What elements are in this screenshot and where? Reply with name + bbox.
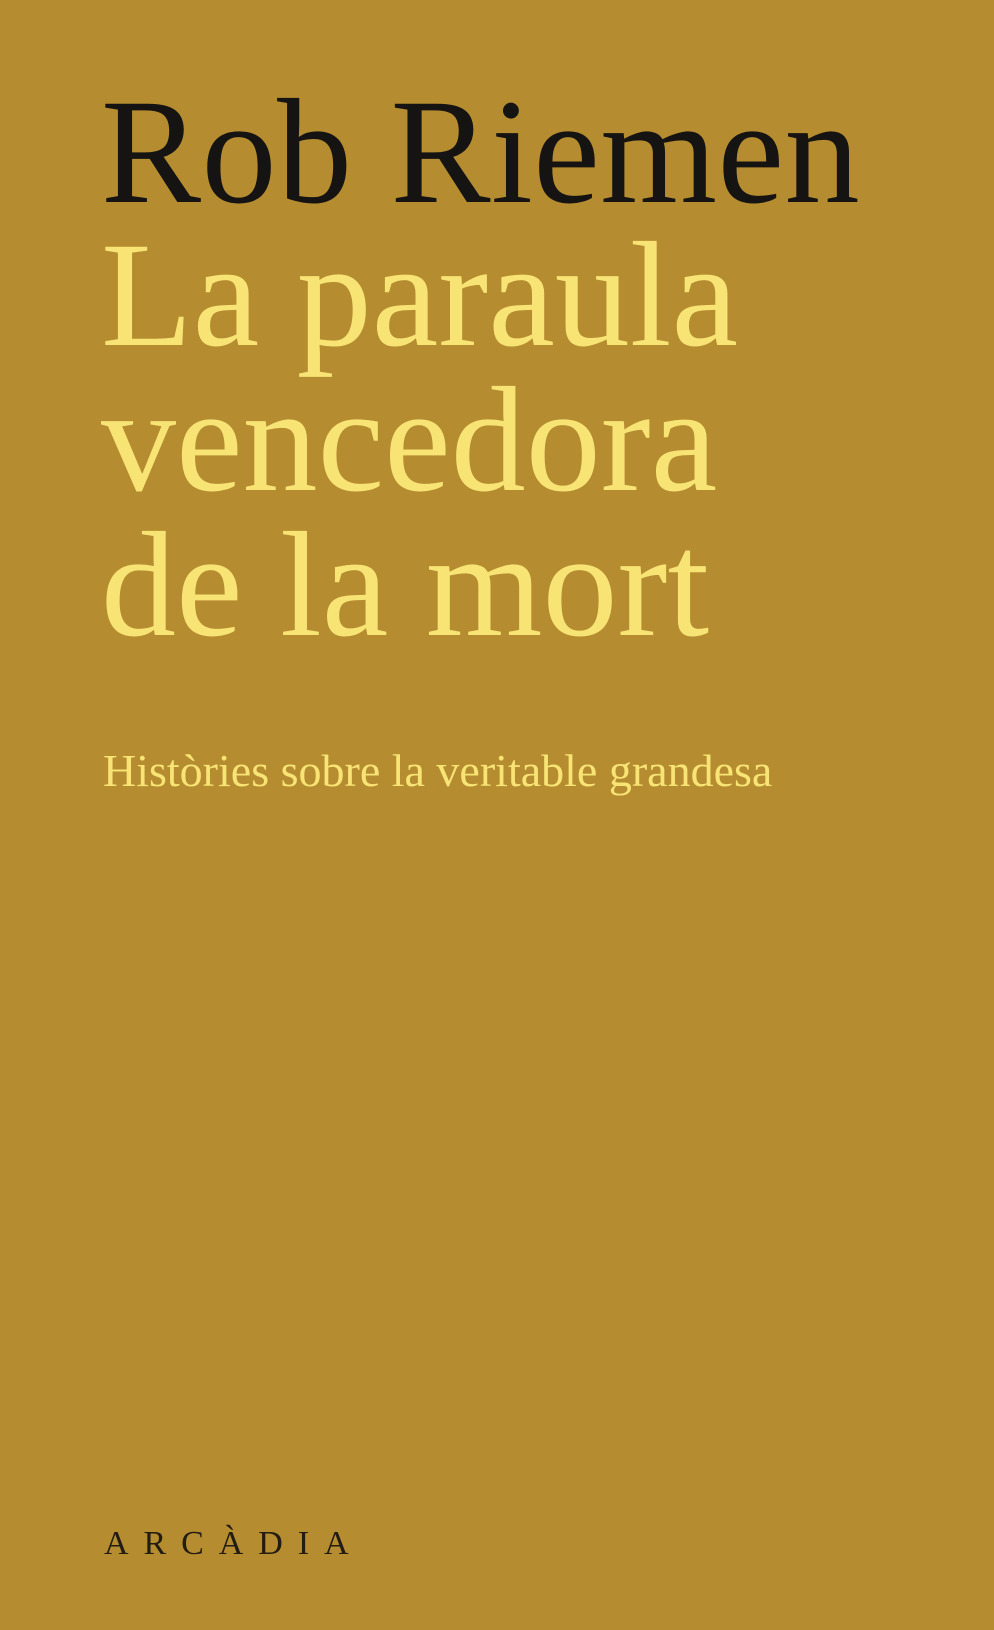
book-title-line-3: de la mort [101,502,710,668]
book-title [101,212,739,668]
publisher-wordmark: ARCÀDIA [104,1525,364,1562]
author-name: Rob Riemen [101,69,861,235]
book-title-line-1: La paraula [101,212,739,378]
book-title-line-2: vencedora [101,357,718,523]
book-subtitle: Històries sobre la veritable grandesa [103,745,773,796]
